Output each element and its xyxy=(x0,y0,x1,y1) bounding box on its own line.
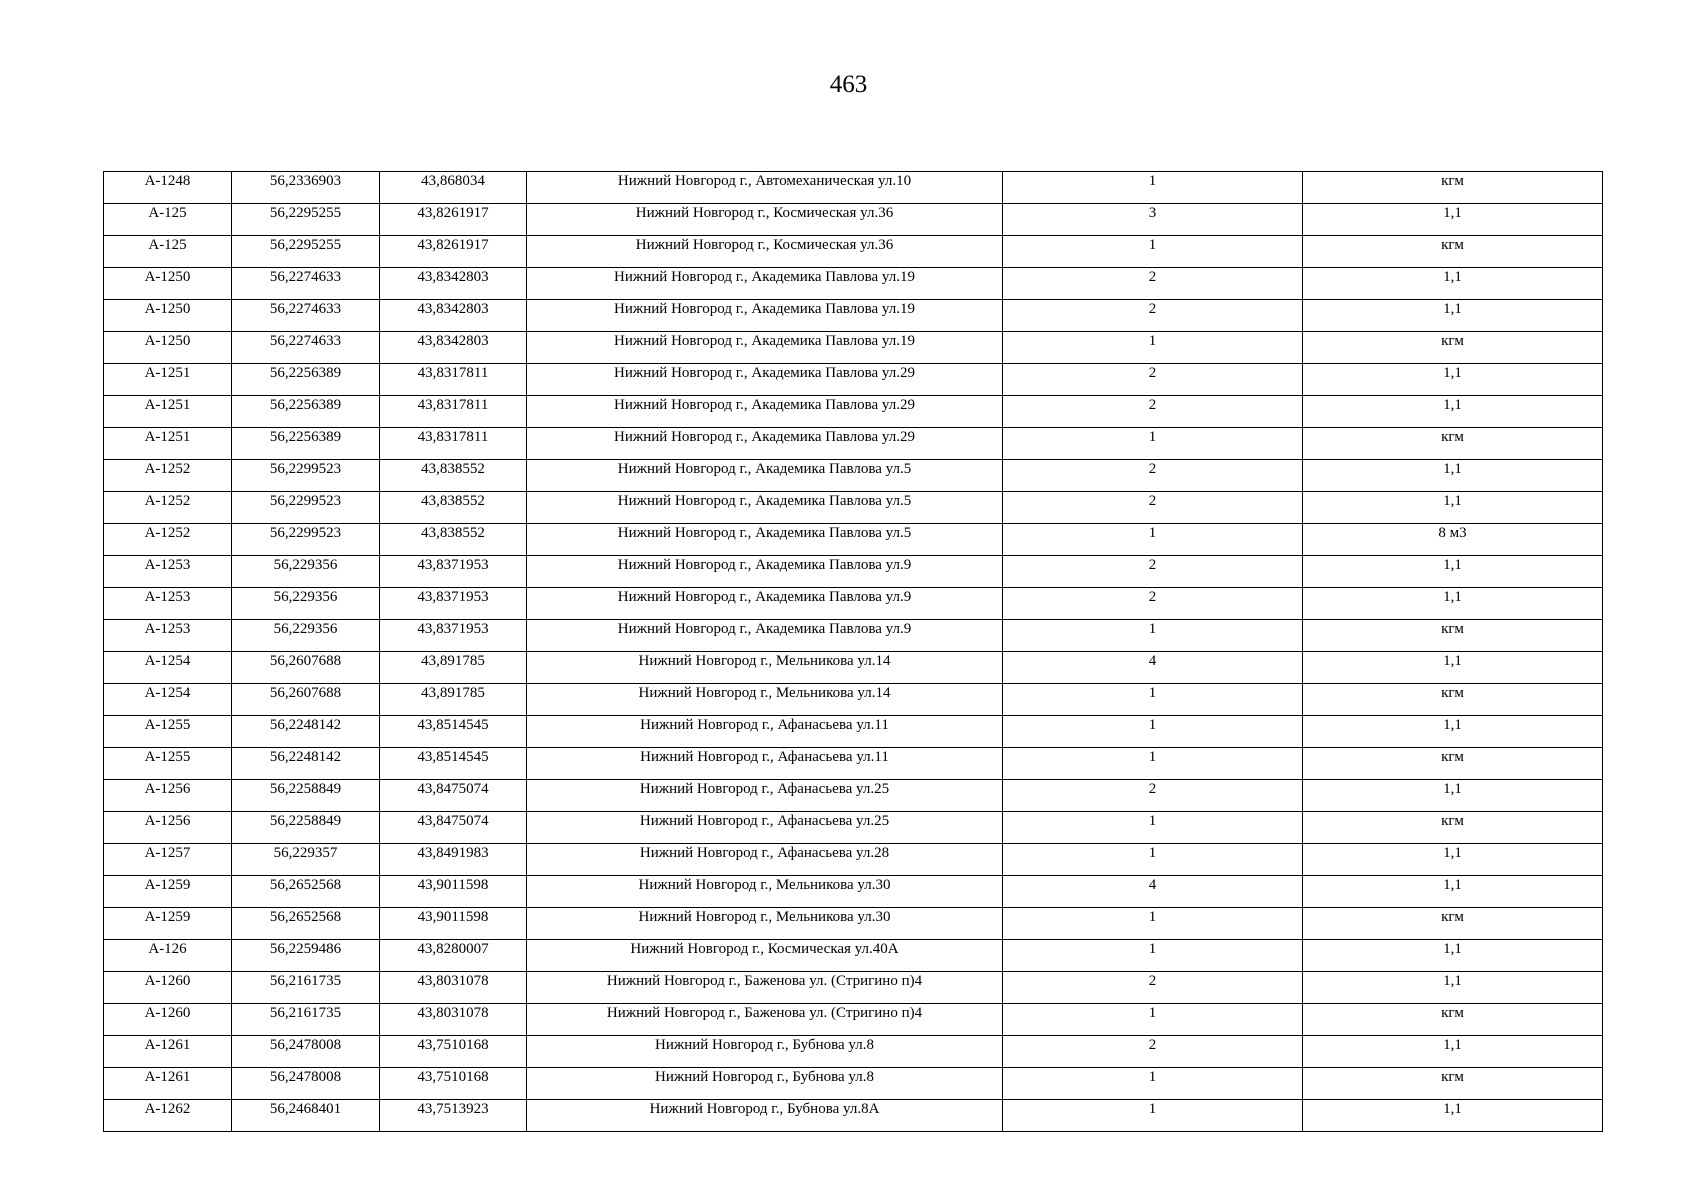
address-cell: Нижний Новгород г., Автомеханическая ул.10 xyxy=(527,172,1003,204)
volume-cell: кгм xyxy=(1303,908,1603,940)
address-cell: Нижний Новгород г., Академика Павлова ул.9 xyxy=(527,620,1003,652)
longitude-cell: 43,7510168 xyxy=(380,1068,527,1100)
latitude-cell: 56,2478008 xyxy=(232,1068,380,1100)
latitude-cell: 56,2299523 xyxy=(232,524,380,556)
table-row xyxy=(104,332,1603,364)
address-cell: Нижний Новгород г., Афанасьева ул.25 xyxy=(527,780,1003,812)
id-cell: А-1248 xyxy=(104,172,232,204)
latitude-cell: 56,2256389 xyxy=(232,364,380,396)
table-row xyxy=(104,556,1603,588)
id-cell: А-1250 xyxy=(104,332,232,364)
latitude-cell: 56,2256389 xyxy=(232,428,380,460)
quantity-cell: 1 xyxy=(1003,1100,1303,1132)
longitude-cell: 43,7510168 xyxy=(380,1036,527,1068)
table-row xyxy=(104,428,1603,460)
table-row xyxy=(104,236,1603,268)
latitude-cell: 56,2652568 xyxy=(232,876,380,908)
quantity-cell: 1 xyxy=(1003,332,1303,364)
table-row xyxy=(104,812,1603,844)
volume-cell: 1,1 xyxy=(1303,716,1603,748)
address-cell: Нижний Новгород г., Академика Павлова ул.29 xyxy=(527,396,1003,428)
volume-cell: 1,1 xyxy=(1303,268,1603,300)
quantity-cell: 2 xyxy=(1003,492,1303,524)
table-row xyxy=(104,684,1603,716)
latitude-cell: 56,2161735 xyxy=(232,972,380,1004)
quantity-cell: 1 xyxy=(1003,1068,1303,1100)
volume-cell: кгм xyxy=(1303,1004,1603,1036)
longitude-cell: 43,8371953 xyxy=(380,556,527,588)
quantity-cell: 1 xyxy=(1003,844,1303,876)
longitude-cell: 43,8031078 xyxy=(380,972,527,1004)
quantity-cell: 4 xyxy=(1003,652,1303,684)
longitude-cell: 43,8317811 xyxy=(380,396,527,428)
table-row xyxy=(104,492,1603,524)
volume-cell: 1,1 xyxy=(1303,396,1603,428)
longitude-cell: 43,7513923 xyxy=(380,1100,527,1132)
volume-cell: кгм xyxy=(1303,172,1603,204)
address-cell: Нижний Новгород г., Баженова ул. (Стригино п)4 xyxy=(527,1004,1003,1036)
latitude-cell: 56,2248142 xyxy=(232,716,380,748)
quantity-cell: 1 xyxy=(1003,1004,1303,1036)
id-cell: А-1255 xyxy=(104,748,232,780)
volume-cell: кгм xyxy=(1303,684,1603,716)
longitude-cell: 43,891785 xyxy=(380,652,527,684)
address-cell: Нижний Новгород г., Космическая ул.36 xyxy=(527,236,1003,268)
latitude-cell: 56,2299523 xyxy=(232,492,380,524)
quantity-cell: 2 xyxy=(1003,556,1303,588)
latitude-cell: 56,2258849 xyxy=(232,812,380,844)
quantity-cell: 1 xyxy=(1003,524,1303,556)
address-cell: Нижний Новгород г., Академика Павлова ул.29 xyxy=(527,428,1003,460)
data-table xyxy=(103,171,1603,1132)
latitude-cell: 56,2295255 xyxy=(232,236,380,268)
table-row xyxy=(104,364,1603,396)
quantity-cell: 1 xyxy=(1003,940,1303,972)
longitude-cell: 43,9011598 xyxy=(380,876,527,908)
id-cell: А-1254 xyxy=(104,652,232,684)
id-cell: А-1257 xyxy=(104,844,232,876)
id-cell: А-1255 xyxy=(104,716,232,748)
table-row xyxy=(104,1004,1603,1036)
table-row xyxy=(104,1100,1603,1132)
address-cell: Нижний Новгород г., Мельникова ул.30 xyxy=(527,908,1003,940)
quantity-cell: 2 xyxy=(1003,972,1303,1004)
id-cell: А-1250 xyxy=(104,300,232,332)
address-cell: Нижний Новгород г., Академика Павлова ул.9 xyxy=(527,588,1003,620)
id-cell: А-1251 xyxy=(104,396,232,428)
id-cell: А-1253 xyxy=(104,588,232,620)
latitude-cell: 56,2274633 xyxy=(232,332,380,364)
latitude-cell: 56,2259486 xyxy=(232,940,380,972)
id-cell: А-1253 xyxy=(104,556,232,588)
volume-cell: 1,1 xyxy=(1303,844,1603,876)
address-cell: Нижний Новгород г., Академика Павлова ул.5 xyxy=(527,524,1003,556)
quantity-cell: 1 xyxy=(1003,684,1303,716)
table-row xyxy=(104,172,1603,204)
address-cell: Нижний Новгород г., Академика Павлова ул.19 xyxy=(527,300,1003,332)
latitude-cell: 56,2295255 xyxy=(232,204,380,236)
table-row xyxy=(104,972,1603,1004)
quantity-cell: 1 xyxy=(1003,812,1303,844)
address-cell: Нижний Новгород г., Академика Павлова ул.19 xyxy=(527,268,1003,300)
address-cell: Нижний Новгород г., Афанасьева ул.11 xyxy=(527,716,1003,748)
volume-cell: 1,1 xyxy=(1303,940,1603,972)
address-cell: Нижний Новгород г., Академика Павлова ул.29 xyxy=(527,364,1003,396)
quantity-cell: 4 xyxy=(1003,876,1303,908)
volume-cell: 1,1 xyxy=(1303,652,1603,684)
longitude-cell: 43,8280007 xyxy=(380,940,527,972)
id-cell: А-1259 xyxy=(104,908,232,940)
quantity-cell: 1 xyxy=(1003,172,1303,204)
longitude-cell: 43,8317811 xyxy=(380,364,527,396)
longitude-cell: 43,8514545 xyxy=(380,716,527,748)
page-number: 463 xyxy=(829,71,868,98)
table-row xyxy=(104,460,1603,492)
table-row xyxy=(104,940,1603,972)
volume-cell: 1,1 xyxy=(1303,780,1603,812)
id-cell: А-125 xyxy=(104,204,232,236)
table-row xyxy=(104,620,1603,652)
latitude-cell: 56,2299523 xyxy=(232,460,380,492)
address-cell: Нижний Новгород г., Афанасьева ул.28 xyxy=(527,844,1003,876)
address-cell: Нижний Новгород г., Бубнова ул.8 xyxy=(527,1068,1003,1100)
table-row xyxy=(104,524,1603,556)
longitude-cell: 43,891785 xyxy=(380,684,527,716)
volume-cell: кгм xyxy=(1303,236,1603,268)
volume-cell: 1,1 xyxy=(1303,204,1603,236)
longitude-cell: 43,8371953 xyxy=(380,620,527,652)
id-cell: А-1252 xyxy=(104,492,232,524)
longitude-cell: 43,8261917 xyxy=(380,236,527,268)
address-cell: Нижний Новгород г., Космическая ул.40А xyxy=(527,940,1003,972)
address-cell: Нижний Новгород г., Академика Павлова ул.19 xyxy=(527,332,1003,364)
id-cell: А-1262 xyxy=(104,1100,232,1132)
longitude-cell: 43,8342803 xyxy=(380,268,527,300)
volume-cell: кгм xyxy=(1303,620,1603,652)
table-row xyxy=(104,1036,1603,1068)
quantity-cell: 1 xyxy=(1003,908,1303,940)
volume-cell: 1,1 xyxy=(1303,1036,1603,1068)
longitude-cell: 43,8371953 xyxy=(380,588,527,620)
address-cell: Нижний Новгород г., Мельникова ул.14 xyxy=(527,684,1003,716)
id-cell: А-1252 xyxy=(104,460,232,492)
volume-cell: 1,1 xyxy=(1303,876,1603,908)
latitude-cell: 56,2161735 xyxy=(232,1004,380,1036)
table-row xyxy=(104,652,1603,684)
volume-cell: 1,1 xyxy=(1303,364,1603,396)
latitude-cell: 56,229356 xyxy=(232,588,380,620)
id-cell: А-1251 xyxy=(104,428,232,460)
table-row xyxy=(104,780,1603,812)
address-cell: Нижний Новгород г., Космическая ул.36 xyxy=(527,204,1003,236)
longitude-cell: 43,8317811 xyxy=(380,428,527,460)
volume-cell: кгм xyxy=(1303,332,1603,364)
volume-cell: 1,1 xyxy=(1303,460,1603,492)
id-cell: А-1250 xyxy=(104,268,232,300)
volume-cell: 1,1 xyxy=(1303,492,1603,524)
quantity-cell: 2 xyxy=(1003,268,1303,300)
table-row xyxy=(104,716,1603,748)
quantity-cell: 2 xyxy=(1003,364,1303,396)
quantity-cell: 2 xyxy=(1003,300,1303,332)
quantity-cell: 1 xyxy=(1003,428,1303,460)
longitude-cell: 43,838552 xyxy=(380,492,527,524)
longitude-cell: 43,838552 xyxy=(380,524,527,556)
volume-cell: 1,1 xyxy=(1303,556,1603,588)
quantity-cell: 2 xyxy=(1003,588,1303,620)
table-row xyxy=(104,300,1603,332)
id-cell: А-1261 xyxy=(104,1036,232,1068)
quantity-cell: 2 xyxy=(1003,396,1303,428)
id-cell: А-1256 xyxy=(104,780,232,812)
quantity-cell: 1 xyxy=(1003,716,1303,748)
latitude-cell: 56,2607688 xyxy=(232,684,380,716)
longitude-cell: 43,8475074 xyxy=(380,780,527,812)
quantity-cell: 3 xyxy=(1003,204,1303,236)
id-cell: А-1261 xyxy=(104,1068,232,1100)
address-cell: Нижний Новгород г., Баженова ул. (Стригино п)4 xyxy=(527,972,1003,1004)
address-cell: Нижний Новгород г., Академика Павлова ул.9 xyxy=(527,556,1003,588)
longitude-cell: 43,9011598 xyxy=(380,908,527,940)
latitude-cell: 56,2468401 xyxy=(232,1100,380,1132)
latitude-cell: 56,2256389 xyxy=(232,396,380,428)
table-row xyxy=(104,908,1603,940)
volume-cell: кгм xyxy=(1303,1068,1603,1100)
longitude-cell: 43,8491983 xyxy=(380,844,527,876)
id-cell: А-1251 xyxy=(104,364,232,396)
table-row xyxy=(104,588,1603,620)
volume-cell: 1,1 xyxy=(1303,300,1603,332)
quantity-cell: 1 xyxy=(1003,748,1303,780)
id-cell: А-1260 xyxy=(104,972,232,1004)
longitude-cell: 43,8342803 xyxy=(380,332,527,364)
volume-cell: 1,1 xyxy=(1303,972,1603,1004)
quantity-cell: 1 xyxy=(1003,236,1303,268)
id-cell: А-1256 xyxy=(104,812,232,844)
longitude-cell: 43,868034 xyxy=(380,172,527,204)
address-cell: Нижний Новгород г., Бубнова ул.8 xyxy=(527,1036,1003,1068)
longitude-cell: 43,8342803 xyxy=(380,300,527,332)
latitude-cell: 56,2478008 xyxy=(232,1036,380,1068)
table-row xyxy=(104,268,1603,300)
latitude-cell: 56,229356 xyxy=(232,556,380,588)
id-cell: А-1260 xyxy=(104,1004,232,1036)
id-cell: А-125 xyxy=(104,236,232,268)
address-cell: Нижний Новгород г., Мельникова ул.30 xyxy=(527,876,1003,908)
latitude-cell: 56,2336903 xyxy=(232,172,380,204)
longitude-cell: 43,838552 xyxy=(380,460,527,492)
latitude-cell: 56,229356 xyxy=(232,620,380,652)
table-row xyxy=(104,844,1603,876)
id-cell: А-1254 xyxy=(104,684,232,716)
address-cell: Нижний Новгород г., Афанасьева ул.11 xyxy=(527,748,1003,780)
quantity-cell: 2 xyxy=(1003,460,1303,492)
volume-cell: 1,1 xyxy=(1303,1100,1603,1132)
id-cell: А-1252 xyxy=(104,524,232,556)
quantity-cell: 2 xyxy=(1003,1036,1303,1068)
address-cell: Нижний Новгород г., Бубнова ул.8А xyxy=(527,1100,1003,1132)
address-cell: Нижний Новгород г., Академика Павлова ул.5 xyxy=(527,460,1003,492)
table-row xyxy=(104,204,1603,236)
id-cell: А-1259 xyxy=(104,876,232,908)
quantity-cell: 2 xyxy=(1003,780,1303,812)
latitude-cell: 56,2652568 xyxy=(232,908,380,940)
address-cell: Нижний Новгород г., Академика Павлова ул.5 xyxy=(527,492,1003,524)
table-row xyxy=(104,748,1603,780)
latitude-cell: 56,2274633 xyxy=(232,300,380,332)
table-row xyxy=(104,1068,1603,1100)
latitude-cell: 56,229357 xyxy=(232,844,380,876)
latitude-cell: 56,2248142 xyxy=(232,748,380,780)
address-cell: Нижний Новгород г., Мельникова ул.14 xyxy=(527,652,1003,684)
volume-cell: кгм xyxy=(1303,428,1603,460)
volume-cell: 1,1 xyxy=(1303,588,1603,620)
latitude-cell: 56,2607688 xyxy=(232,652,380,684)
id-cell: А-126 xyxy=(104,940,232,972)
latitude-cell: 56,2274633 xyxy=(232,268,380,300)
longitude-cell: 43,8031078 xyxy=(380,1004,527,1036)
address-cell: Нижний Новгород г., Афанасьева ул.25 xyxy=(527,812,1003,844)
longitude-cell: 43,8261917 xyxy=(380,204,527,236)
latitude-cell: 56,2258849 xyxy=(232,780,380,812)
volume-cell: кгм xyxy=(1303,812,1603,844)
volume-cell: 8 м3 xyxy=(1303,524,1603,556)
table-row xyxy=(104,876,1603,908)
quantity-cell: 1 xyxy=(1003,620,1303,652)
volume-cell: кгм xyxy=(1303,748,1603,780)
table-row xyxy=(104,396,1603,428)
id-cell: А-1253 xyxy=(104,620,232,652)
table-body xyxy=(104,172,1603,1132)
longitude-cell: 43,8475074 xyxy=(380,812,527,844)
longitude-cell: 43,8514545 xyxy=(380,748,527,780)
